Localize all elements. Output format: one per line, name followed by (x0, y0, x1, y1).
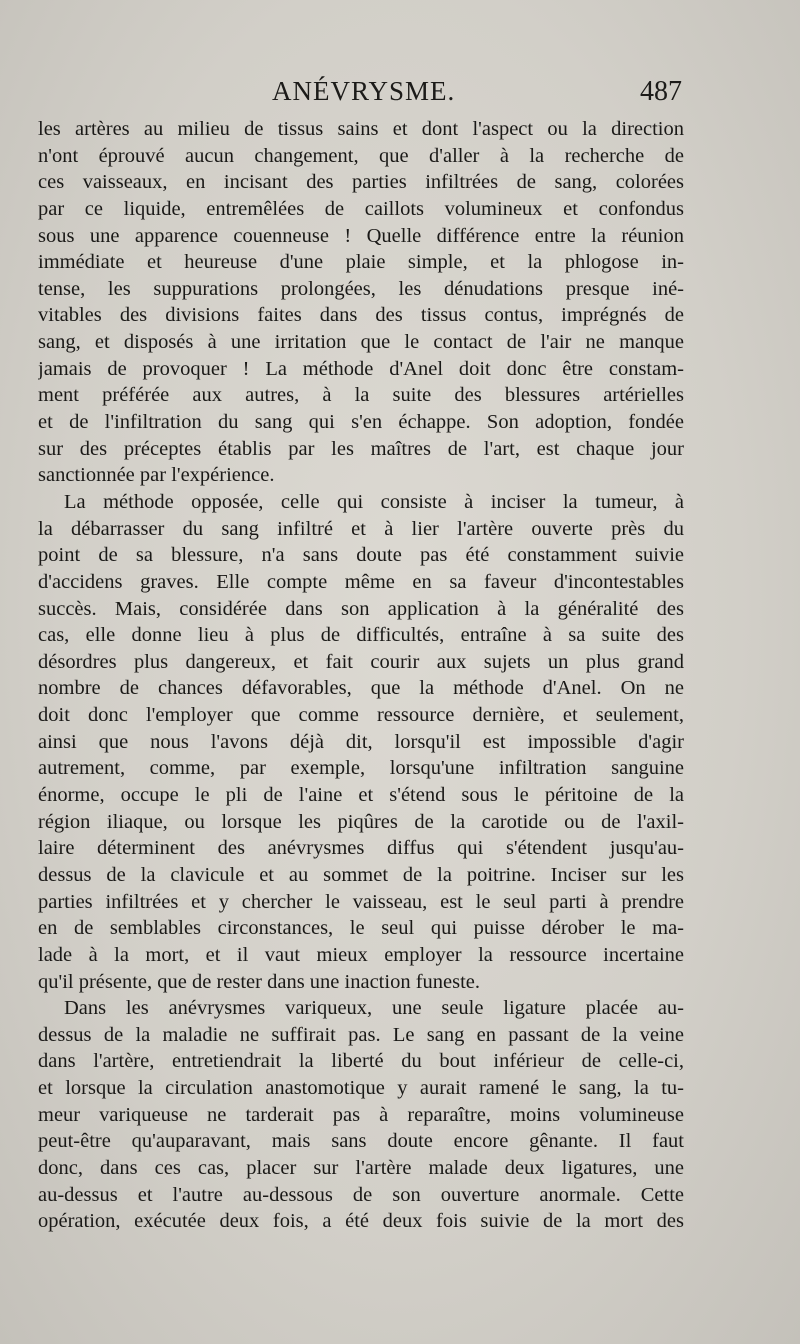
text-line: point de sa blessure, n'a sans doute pas été constamment suivie (38, 544, 684, 567)
text-line: la débarrasser du sang infiltré et à lier l'artère ouverte près du (38, 517, 684, 540)
text-line: nombre de chances défavorables, que la méthode d'Anel. On ne (38, 677, 684, 700)
page-header (0, 76, 800, 116)
page-number: 487 (640, 76, 682, 107)
text-line: par ce liquide, entremêlées de caillots volumineux et confondus (38, 197, 684, 220)
text-line: cas, elle donne lieu à plus de difficultés, entraîne à sa suite des (38, 624, 684, 647)
body-text (38, 116, 684, 1235)
text-line: dans l'artère, entretiendrait la liberté du bout inférieur de celle-ci, (38, 1050, 684, 1073)
text-line: région iliaque, ou lorsque les piqûres de la carotide ou de l'axil- (38, 810, 684, 833)
text-line: sanctionnée par l'expérience. (38, 464, 275, 487)
text-line: opération, exécutée deux fois, a été deux fois suivie de la mort des (38, 1210, 684, 1233)
text-line: ainsi que nous l'avons déjà dit, lorsqu'il est impossible d'agir (38, 730, 684, 753)
text-line: sous une apparence couenneuse ! Quelle différence entre la réunion (38, 224, 684, 247)
text-line: et lorsque la circulation anastomotique y aurait ramené le sang, la tu- (38, 1077, 684, 1100)
text-line: lade à la mort, et il vaut mieux employer la ressource incertaine (38, 943, 684, 966)
text-line: sur des préceptes établis par les maîtres de l'art, est chaque jour (38, 437, 684, 460)
text-line: tense, les suppurations prolongées, les dénudations presque iné- (38, 277, 684, 300)
text-line: au-dessus et l'autre au-dessous de son ouverture anormale. Cette (38, 1183, 684, 1206)
text-line: succès. Mais, considérée dans son application à la généralité des (38, 597, 684, 620)
text-line: dessus de la maladie ne suffirait pas. Le sang en passant de la veine (38, 1023, 684, 1046)
text-line: La méthode opposée, celle qui consiste à inciser la tumeur, à (64, 490, 684, 513)
text-line: laire déterminent des anévrysmes diffus qui s'étendent jusqu'au- (38, 837, 684, 860)
text-line: en de semblables circonstances, le seul qui puisse dérober le ma- (38, 917, 684, 940)
text-line: meur variqueuse ne tarderait pas à reparaître, moins volumineuse (38, 1103, 684, 1126)
text-line: doit donc l'employer que comme ressource dernière, et seulement, (38, 704, 684, 727)
text-line: d'accidens graves. Elle compte même en sa faveur d'incontestables (38, 570, 684, 593)
text-line: parties infiltrées et y chercher le vaisseau, est le seul parti à prendre (38, 890, 684, 913)
text-line: sang, et disposés à une irritation que le contact de l'air ne manque (38, 331, 684, 354)
text-line: jamais de provoquer ! La méthode d'Anel doit donc être constam- (38, 357, 684, 380)
text-line: n'ont éprouvé aucun changement, que d'aller à la recherche de (38, 144, 684, 167)
text-line: immédiate et heureuse d'une plaie simple, et la phlogose in- (38, 251, 684, 274)
text-line: ment préférée aux autres, à la suite des blessures artérielles (38, 384, 684, 407)
text-line: désordres plus dangereux, et fait courir aux sujets un plus grand (38, 650, 684, 673)
text-line: donc, dans ces cas, placer sur l'artère malade deux ligatures, une (38, 1156, 684, 1179)
text-line: qu'il présente, que de rester dans une inaction funeste. (38, 970, 481, 993)
text-line: ces vaisseaux, en incisant des parties infiltrées de sang, colorées (38, 171, 684, 194)
text-line: dessus de la clavicule et au sommet de la poitrine. Inciser sur les (38, 863, 684, 886)
text-line: Dans les anévrysmes variqueux, une seule ligature placée au- (64, 997, 684, 1020)
running-title: ANÉVRYSME. (272, 76, 456, 106)
text-line: peut-être qu'auparavant, mais sans doute encore gênante. Il faut (38, 1130, 684, 1153)
text-line: vitables des divisions faites dans des tissus contus, imprégnés de (38, 304, 684, 327)
text-line: les artères au milieu de tissus sains et dont l'aspect ou la direction (38, 118, 684, 140)
text-line: autrement, comme, par exemple, lorsqu'une infiltration sanguine (38, 757, 684, 780)
text-line: et de l'infiltration du sang qui s'en échappe. Son adoption, fondée (38, 411, 684, 434)
text-line: énorme, occupe le pli de l'aine et s'étend sous le péritoine de la (38, 784, 684, 807)
